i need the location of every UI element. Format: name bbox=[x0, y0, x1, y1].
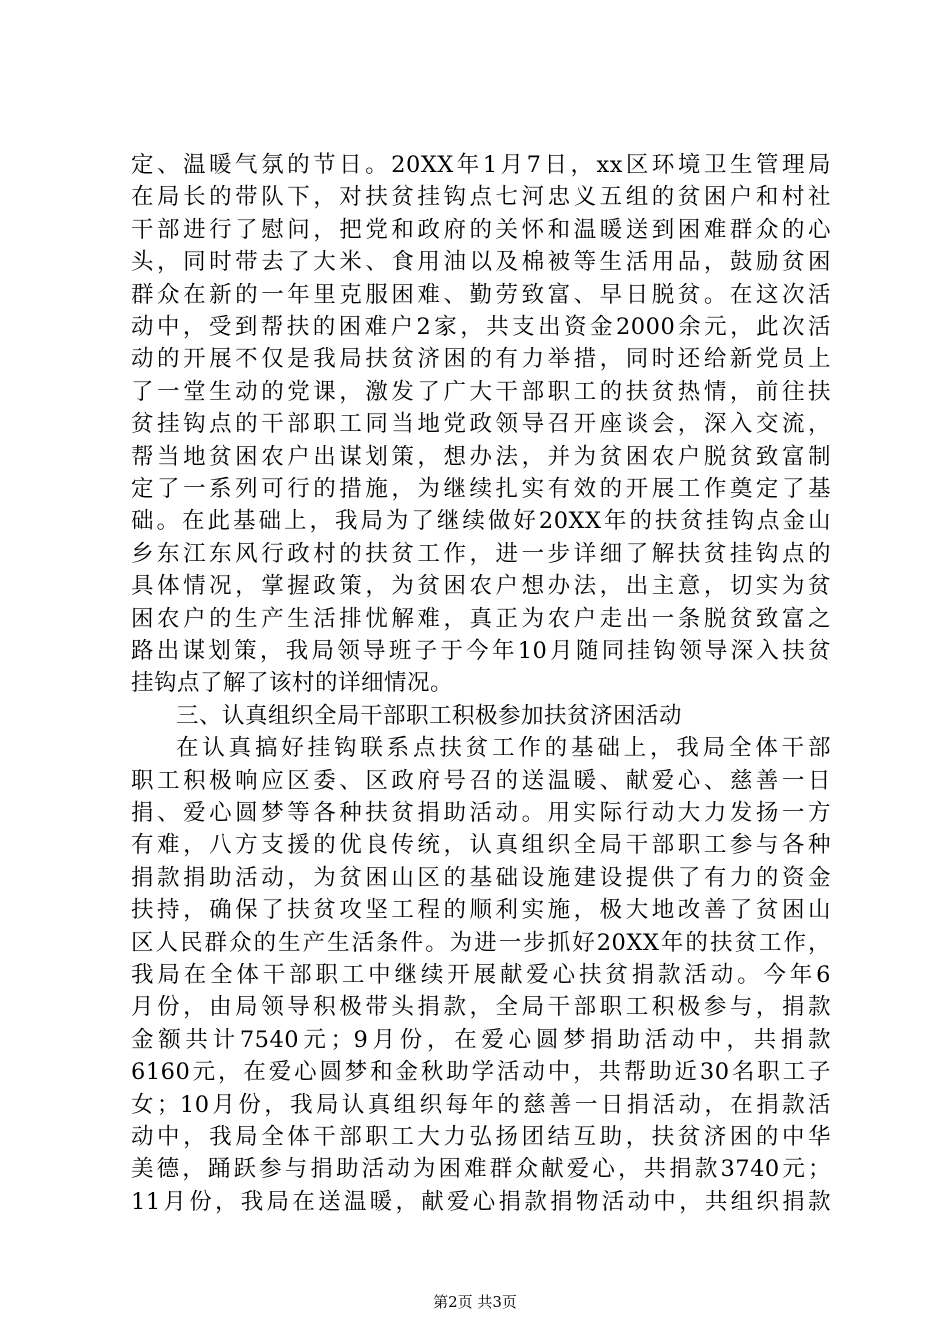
text-line: 定了一系列可行的措施，为继续扎实有效的开展工作奠定了基 bbox=[131, 476, 831, 502]
text-line: 在认真搞好挂钩联系点扶贫工作的基础上，我局全体干部 bbox=[176, 735, 831, 762]
text-line: 金额共计7540元；9月份，在爱心圆梦捐助活动中，共捐款 bbox=[131, 1026, 831, 1053]
text-line: 挂钩点了解了该村的详细情况。 bbox=[131, 670, 454, 697]
text-line: 女；10月份，我局认真组织每年的慈善一日捐活动，在捐款活 bbox=[131, 1091, 831, 1118]
text-line: 础。在此基础上，我局为了继续做好20XX年的扶贫挂钩点金山 bbox=[131, 508, 831, 535]
text-line: 美德，踊跃参与捐助活动为困难群众献爱心，共捐款3740元； bbox=[131, 1156, 831, 1183]
text-line: 动中，受到帮扶的困难户2家，共支出资金2000余元，此次活 bbox=[131, 314, 831, 340]
text-line: 困农户的生产生活排忧解难，真正为农户走出一条脱贫致富之 bbox=[131, 605, 831, 632]
text-line: 区人民群众的生产生活条件。为进一步抓好20XX年的扶贫工作， bbox=[131, 929, 831, 956]
text-line: 定、温暖气氛的节日。20XX年1月7日，xx区环境卫生管理局 bbox=[131, 152, 831, 178]
text-line: 具体情况，掌握政策，为贫困农户想办法，出主意，切实为贫 bbox=[131, 573, 831, 600]
text-line: 贫挂钩点的干部职工同当地党政领导召开座谈会，深入交流， bbox=[131, 411, 831, 438]
text-line: 捐款捐助活动，为贫困山区的基础设施建设提供了有力的资金 bbox=[131, 864, 831, 891]
text-line: 头，同时带去了大米、食用油以及棉被等生活用品，鼓励贫困 bbox=[131, 249, 831, 276]
text-line: 了一堂生动的党课，激发了广大干部职工的扶贫热情，前往扶 bbox=[131, 378, 831, 405]
section-heading: 三、认真组织全局干部职工积极参加扶贫济困活动 bbox=[176, 702, 683, 729]
text-line: 帮当地贫困农户出谋划策，想办法，并为贫困农户脱贫致富制 bbox=[131, 443, 831, 470]
text-line: 6160元，在爱心圆梦和金秋助学活动中，共帮助近30名职工子 bbox=[131, 1059, 831, 1086]
text-line: 11月份，我局在送温暖，献爱心捐款捐物活动中，共组织捐款 bbox=[131, 1188, 831, 1215]
page-footer: 第2页 共3页 bbox=[433, 1293, 517, 1311]
text-line: 群众在新的一年里克服困难、勤劳致富、早日脱贫。在这次活 bbox=[131, 281, 831, 308]
text-line: 月份，由局领导积极带头捐款，全局干部职工积极参与，捐款 bbox=[131, 994, 831, 1021]
text-line: 动中，我局全体干部职工大力弘扬团结互助，扶贫济困的中华 bbox=[131, 1124, 831, 1150]
text-line: 捐、爱心圆梦等各种扶贫捐助活动。用实际行动大力发扬一方 bbox=[131, 800, 831, 826]
text-line: 有难，八方支援的优良传统，认真组织全局干部职工参与各种 bbox=[131, 832, 831, 859]
text-line: 路出谋划策，我局领导班子于今年10月随同挂钩领导深入扶贫 bbox=[131, 638, 831, 664]
text-line: 职工积极响应区委、区政府号召的送温暖、献爱心、慈善一日 bbox=[131, 767, 831, 794]
text-line: 动的开展不仅是我局扶贫济困的有力举措，同时还给新党员上 bbox=[131, 346, 831, 373]
text-line: 我局在全体干部职工中继续开展献爱心扶贫捐款活动。今年6 bbox=[131, 962, 831, 988]
text-line: 扶持，确保了扶贫攻坚工程的顺利实施，极大地改善了贫困山 bbox=[131, 897, 831, 924]
text-line: 在局长的带队下，对扶贫挂钩点七河忠义五组的贫困户和村社 bbox=[131, 184, 831, 211]
text-line: 干部进行了慰问，把党和政府的关怀和温暖送到困难群众的心 bbox=[131, 216, 831, 243]
text-line: 乡东江东风行政村的扶贫工作，进一步详细了解扶贫挂钩点的 bbox=[131, 540, 831, 567]
